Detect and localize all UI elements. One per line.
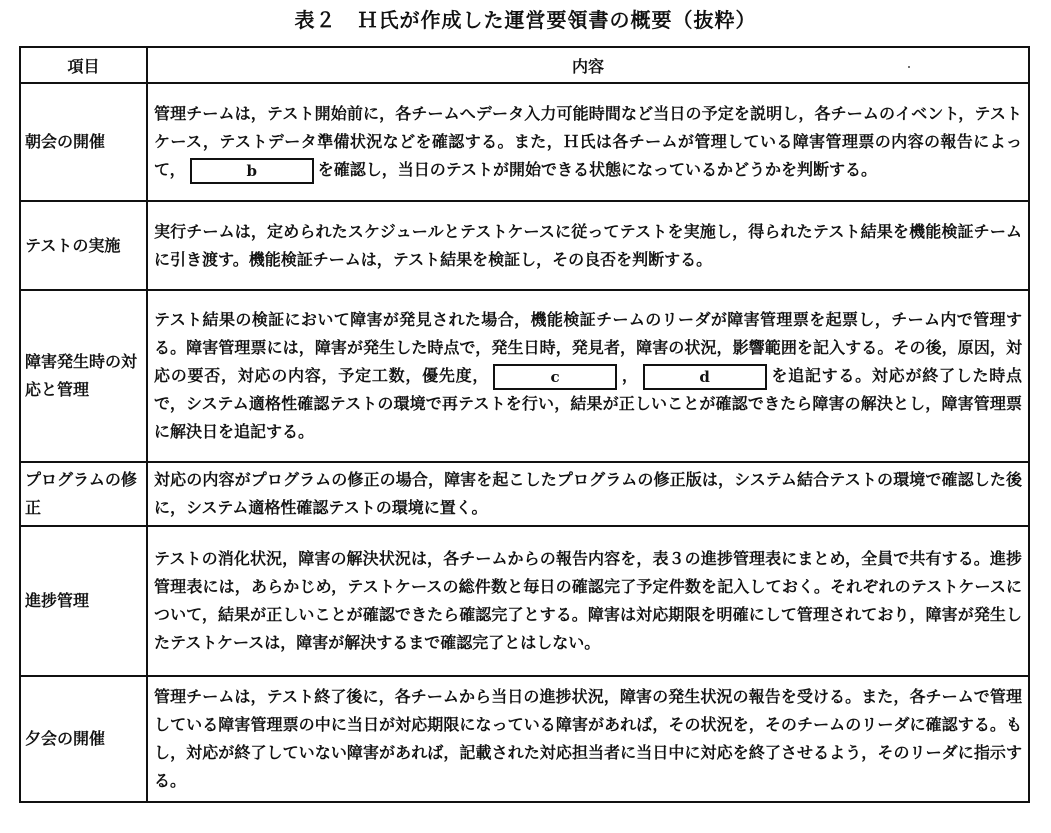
table-header-row: [20, 47, 1029, 83]
row-content: [147, 290, 1029, 462]
row-content: 実行チームは，定められたスケジュールとテストケースに従ってテストを実施し，得られたテスト結果を機能検証チームに引き渡す。機能検証チームは，テスト結果を検証し，その良否を判断する。: [147, 201, 1029, 290]
row-content: 対応の内容がプログラムの修正の場合，障害を起こしたプログラムの修正版は，システム結合テストの環境で確認した後に，システム適格性確認テストの環境に置く。: [147, 462, 1029, 526]
header-content: 内容: [147, 47, 1029, 83]
table-title: 表２ Ｈ氏が作成した運営要領書の概要（抜粋）: [294, 8, 757, 32]
table-row: [20, 676, 1029, 802]
operations-summary-table: [19, 46, 1030, 803]
blank-box-b: b: [190, 158, 314, 184]
row-item-label: テストの実施: [20, 201, 147, 290]
separator-comma: ，: [621, 366, 639, 385]
table-row: [20, 462, 1029, 526]
row-item-label: 朝会の開催: [20, 83, 147, 201]
table-row: [20, 201, 1029, 290]
row-item-label: 進捗管理: [20, 526, 147, 676]
row-item-label: 夕会の開催: [20, 676, 147, 802]
row-item-label: プログラムの修正: [20, 462, 147, 526]
row-item-label: 障害発生時の対応と管理: [20, 290, 147, 462]
row-content: 管理チームは，テスト終了後に，各チームから当日の進捗状況，障害の発生状況の報告を受ける。また，各チームで管理している障害管理票の中に当日が対応期限になっている障害があれば，その状況を，そのチームのリーダに確認する。もし，対応が終了していない障害があれば，記載された対応担当者に当日中に対応を終了させるよう，そのリーダに指示する。: [147, 676, 1029, 802]
content-text: テスト結果の検証において障害が発見された場合，機能検証チームのリーダが障害管理票を起票し，チーム内で管理する。障害管理票には，障害が発生した時点で，発生日時，発見者，障害の状況，影響範囲を記入する。その後，原因，対応の要否，対応の内容，予定工数，優先度，: [154, 310, 1022, 385]
blank-box-c: c: [493, 364, 617, 390]
table-row: [20, 290, 1029, 462]
content-text: を追記する。対応が終了した時点で，システム適格性確認テストの環境で再テストを行い，結果が正しいことが確認できたら障害の解決とし，障害管理票に解決日を追記する。: [154, 366, 1022, 441]
header-item: 項目: [20, 47, 147, 83]
row-content: [147, 83, 1029, 201]
blank-box-d: d: [643, 364, 767, 390]
table-row: [20, 83, 1029, 201]
table-row: [20, 526, 1029, 676]
content-text: を確認し，当日のテストが開始できる状態になっているかどうかを判断する。: [317, 160, 878, 179]
content-text: 管理チームは，テスト開始前に，各チームへデータ入力可能時間など当日の予定を説明し，各チームのイベント，テストケース，テストデータ準備状況などを確認する。また，Ｈ氏は各チームが管理している障害管理票の内容の報告によって，: [154, 104, 1022, 179]
row-content: テストの消化状況，障害の解決状況は，各チームからの報告内容を，表３の進捗管理表にまとめ，全員で共有する。進捗管理表には，あらかじめ，テストケースの総件数と毎日の確認完了予定件数を記入しておく。それぞれのテストケースについて，結果が正しいことが確認できたら確認完了とする。障害は対応期限を明確にして管理されており，障害が発生したテストケースは，障害が解決するまで確認完了とはしない。: [147, 526, 1029, 676]
